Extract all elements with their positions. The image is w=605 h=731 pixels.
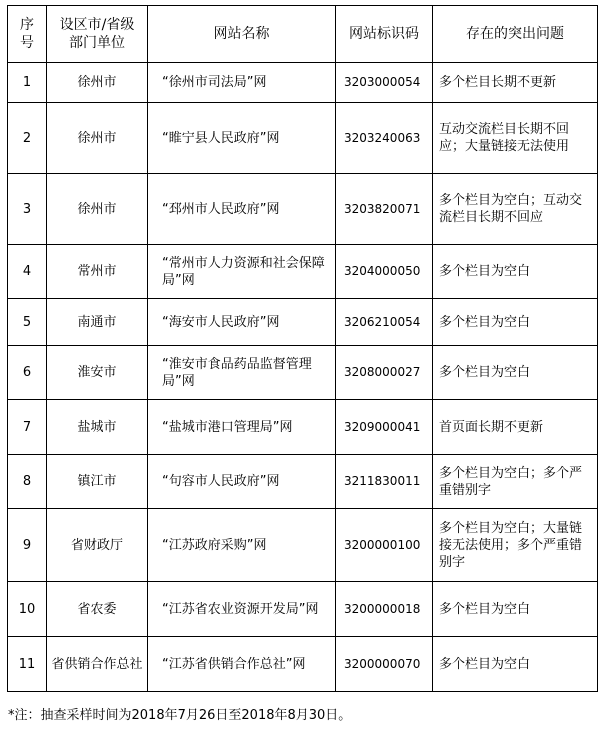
header-unit: 设区市/省级部门单位: [47, 6, 148, 63]
cell-unit: 盐城市: [47, 400, 148, 455]
table-row: [8, 400, 598, 455]
cell-issue: 多个栏目长期不更新: [433, 63, 598, 103]
cell-site-code: 3204000050: [336, 245, 433, 299]
cell-seq: 3: [8, 174, 47, 245]
cell-seq: 1: [8, 63, 47, 103]
cell-unit: 徐州市: [47, 103, 148, 174]
table-row: [8, 346, 598, 400]
cell-site-name: “徐州市司法局”网: [148, 63, 336, 103]
cell-site-code: 3203000054: [336, 63, 433, 103]
cell-site-code: 3206210054: [336, 299, 433, 346]
table-row: [8, 299, 598, 346]
cell-unit: 淮安市: [47, 346, 148, 400]
cell-site-code: 3200000070: [336, 637, 433, 692]
cell-issue: 互动交流栏目长期不回应；大量链接无法使用: [433, 103, 598, 174]
cell-seq: 6: [8, 346, 47, 400]
cell-issue: 多个栏目为空白: [433, 346, 598, 400]
cell-site-name: “江苏省农业资源开发局”网: [148, 582, 336, 637]
table-header: [8, 6, 598, 63]
cell-unit: 镇江市: [47, 455, 148, 509]
cell-seq: 11: [8, 637, 47, 692]
cell-unit: 省供销合作总社: [47, 637, 148, 692]
cell-site-code: 3200000018: [336, 582, 433, 637]
table-row: [8, 63, 598, 103]
cell-site-name: “江苏省供销合作总社”网: [148, 637, 336, 692]
cell-site-name: “常州市人力资源和社会保障局”网: [148, 245, 336, 299]
header-issue: 存在的突出问题: [433, 6, 598, 63]
cell-seq: 8: [8, 455, 47, 509]
cell-site-name: “邳州市人民政府”网: [148, 174, 336, 245]
header-site-code: 网站标识码: [336, 6, 433, 63]
header-seq: 序号: [8, 6, 47, 63]
table-row: [8, 174, 598, 245]
cell-site-code: 3208000027: [336, 346, 433, 400]
cell-issue: 多个栏目为空白；互动交流栏目长期不回应: [433, 174, 598, 245]
cell-site-name: “睢宁县人民政府”网: [148, 103, 336, 174]
cell-issue: 多个栏目为空白: [433, 637, 598, 692]
header-row: [8, 6, 598, 63]
table-body: [8, 63, 598, 692]
cell-site-name: “江苏政府采购”网: [148, 509, 336, 582]
cell-site-code: 3203240063: [336, 103, 433, 174]
cell-unit: 徐州市: [47, 63, 148, 103]
cell-seq: 4: [8, 245, 47, 299]
cell-issue: 多个栏目为空白: [433, 299, 598, 346]
website-issues-table: [7, 5, 598, 692]
table-row: [8, 455, 598, 509]
header-site-name: 网站名称: [148, 6, 336, 63]
cell-seq: 2: [8, 103, 47, 174]
cell-unit: 省财政厅: [47, 509, 148, 582]
cell-unit: 徐州市: [47, 174, 148, 245]
cell-issue: 多个栏目为空白: [433, 245, 598, 299]
cell-issue: 多个栏目为空白；多个严重错别字: [433, 455, 598, 509]
cell-unit: 南通市: [47, 299, 148, 346]
cell-seq: 5: [8, 299, 47, 346]
cell-site-name: “淮安市食品药品监督管理局”网: [148, 346, 336, 400]
cell-seq: 9: [8, 509, 47, 582]
cell-seq: 10: [8, 582, 47, 637]
cell-site-code: 3209000041: [336, 400, 433, 455]
cell-issue: 多个栏目为空白；大量链接无法使用；多个严重错别字: [433, 509, 598, 582]
footnote: *注：抽查采样时间为2018年7月26日至2018年8月30日。: [8, 708, 352, 723]
cell-issue: 多个栏目为空白: [433, 582, 598, 637]
table-row: [8, 509, 598, 582]
cell-site-code: 3203820071: [336, 174, 433, 245]
cell-site-name: “句容市人民政府”网: [148, 455, 336, 509]
cell-unit: 常州市: [47, 245, 148, 299]
cell-site-code: 3200000100: [336, 509, 433, 582]
cell-site-name: “海安市人民政府”网: [148, 299, 336, 346]
table-row: [8, 103, 598, 174]
cell-issue: 首页面长期不更新: [433, 400, 598, 455]
cell-site-code: 3211830011: [336, 455, 433, 509]
cell-site-name: “盐城市港口管理局”网: [148, 400, 336, 455]
table-row: [8, 245, 598, 299]
cell-unit: 省农委: [47, 582, 148, 637]
table-row: [8, 582, 598, 637]
cell-seq: 7: [8, 400, 47, 455]
table-row: [8, 637, 598, 692]
